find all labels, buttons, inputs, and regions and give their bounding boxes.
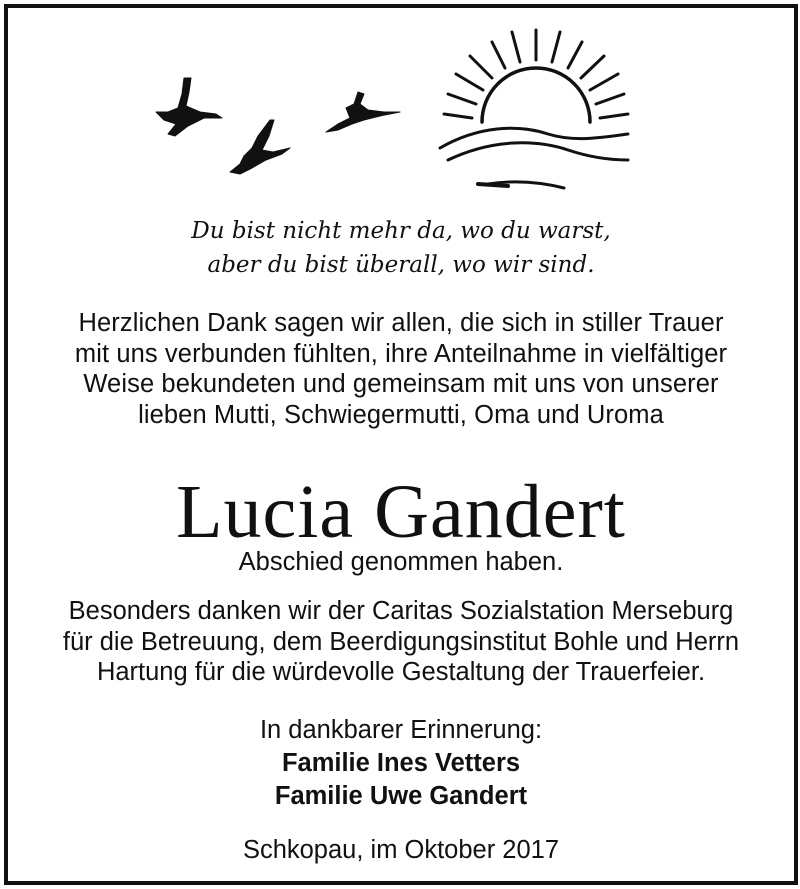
quote-line: aber du bist überall, wo wir sind.: [207, 252, 595, 278]
obituary-frame: [4, 4, 798, 885]
thanks-line: lieben Mutti, Schwiegermutti, Oma und Uroma: [138, 400, 664, 429]
special-thanks-line: Besonders danken wir der Caritas Sozialstation Merseburg: [68, 597, 734, 625]
place-date: Schkopau, im Oktober 2017: [242, 836, 560, 864]
signature-block: [8, 714, 794, 813]
farewell-text: Abschied genommen haben.: [238, 548, 564, 576]
special-thanks-line: Hartung für die würdevolle Gestaltung der Trauerfeier.: [96, 658, 706, 686]
special-thanks-line: für die Betreuung, dem Beerdigungsinstitut Bohle und Herrn: [62, 627, 740, 656]
flying-birds-icon: [156, 78, 400, 174]
memorial-quote: [8, 214, 794, 282]
setting-sun-icon: [440, 30, 628, 188]
thanks-line: mit uns verbunden fühlten, ihre Anteilnahme in vielfältiger: [74, 339, 728, 368]
thanks-paragraph: [8, 308, 794, 430]
header-illustration: [8, 8, 794, 208]
special-thanks-paragraph: [8, 596, 794, 688]
thanks-line: Weise bekundeten und gemeinsam mit uns von unserer: [83, 370, 719, 398]
family-name: Familie Ines Vetters: [281, 749, 521, 777]
quote-line: Du bist nicht mehr da, wo du warst,: [191, 218, 611, 244]
thanks-line: Herzlichen Dank sagen wir allen, die sich in stiller Trauer: [78, 309, 724, 337]
signature-intro: In dankbarer Erinnerung:: [259, 716, 543, 744]
deceased-name: Lucia Gandert: [176, 470, 626, 554]
family-name: Familie Uwe Gandert: [274, 782, 528, 810]
